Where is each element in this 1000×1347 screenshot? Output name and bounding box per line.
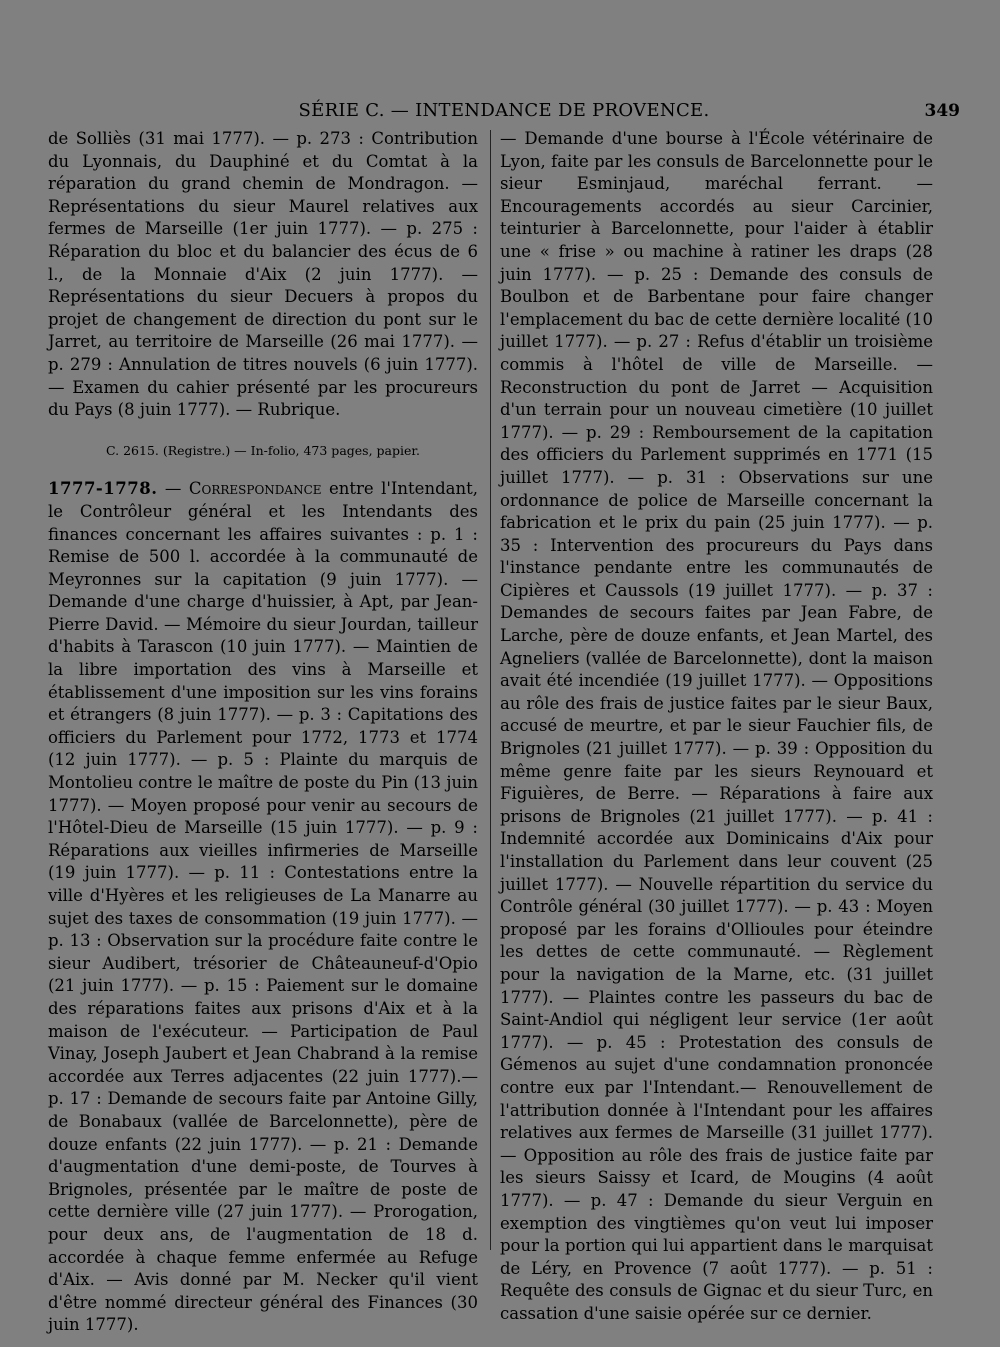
column-divider: [490, 130, 491, 1250]
entry-continuation: de Solliès (31 mai 1777). — p. 273 : Contribution du Lyonnais, du Dauphiné et du Comtat à la réparation du grand chemin de Mondragon. — Représentations du sieur Maurel relatives aux fermes de Marseille (1er juin 1777). — p. 275 : Réparation du bloc et du balancier des écus de 6 l., de la Monnaie d'Aix (2 juin 1777). — Représentations du sieur Decuers à propos du projet de changement de direction du pont sur le Jarret, au territoire de Marseille (26 mai 1777). — p. 279 : Annulation de titres nouvels (6 juin 1777). — Examen du cahier présenté par les procureurs du Pays (8 juin 1777). — Rubrique.: [48, 129, 478, 420]
entry-heading: — Correspondance: [164, 479, 322, 499]
entry-body: entre l'Intendant, le Contrôleur général et les Intendants des finances concernant les affaires suivantes : p. 1 : Remise de 500 l. accordée à la communauté de Meyronnes sur la capitation (9 juin 1777). — Demande d'une charge d'huissier, à Apt, par Jean-Pierre David. — Mémoire du sieur Jourdan, tailleur d'habits à Tarascon (10 juin 1777). — Maintien de la libre importation des vins à Marseille et établissement d'une imposition sur les vins forains et étrangers (8 juin 1777). — p. 3 : Capitations des officiers du Parlement pour 1772, 1773 et 1774 (12 juin 1777). — p. 5 : Plainte du marquis de Montolieu contre le maître de poste du Pin (13 juin 1777). — Moyen proposé pour venir au secours de l'Hôtel-Dieu de Marseille (15 juin 1777). — p. 9 : Réparations aux vieilles infirmeries de Marseille (19 juin 1777). — p. 11 : Contestations entre la ville d'Hyères et les religieuses de La Manarre au sujet des taxes de consommation (19 juin 1777). — p. 13 : Observation sur la procédure faite contre le sieur Audibert, trésorier de Châteauneuf-d'Opio (21 juin 1777). — p. 15 : Paiement sur le domaine des réparations faites aux prisons d'Aix et à la maison de l'exécuteur. — Participation de Paul Vinay, Joseph Jaubert et Jean Chabrand à la remise accordée aux Terres adjacentes (22 juin 1777).— p. 17 : Demande de secours faite par Antoine Gilly, de Bonabaux (vallée de Barcelonnette), père de douze enfants (22 juin 1777). — p. 21 : Demande d'augmentation d'une demi-poste, de Tourves à Brignoles, présentée par le maître de poste de cette dernière ville (27 juin 1777). — Prorogation, pour deux ans, de l'augmentation de 18 d. accordée à chaque femme enfermée au Refuge d'Aix. — Avis donné par M. Necker qu'il vient d'être nommé directeur général des Finances (30 juin 1777).: [48, 479, 478, 1335]
series-title: SÉRIE C. — INTENDANCE DE PROVENCE.: [298, 100, 710, 121]
right-column: [500, 128, 933, 1325]
entry-date: 1777-1778.: [48, 479, 158, 499]
page-number: 349: [924, 101, 960, 121]
entry-c2615: [48, 478, 478, 1337]
page-header: [48, 100, 960, 126]
register-note: C. 2615. (Registre.) — In-folio, 473 pages, papier.: [106, 442, 420, 458]
entry-body-continued: — Demande d'une bourse à l'École vétérinaire de Lyon, faite par les consuls de Barcelonnette pour le sieur Esminjaud, maréchal ferrant. — Encouragements accordés au sieur Carcinier, teinturier à Barcelonnette, pour l'aider à établir une « frise » ou machine à ratiner les draps (28 juin 1777). — p. 25 : Demande des consuls de Boulbon et de Barbentane pour faire changer l'emplacement du bac de cette dernière localité (10 juillet 1777). — p. 27 : Refus d'établir un troisième commis à l'hôtel de ville de Marseille. — Reconstruction du pont de Jarret — Acquisition d'un terrain pour un nouveau cimetière (10 juillet 1777). — p. 29 : Remboursement de la capitation des officiers du Parlement supprimés en 1771 (15 juillet 1777). — p. 31 : Observations sur une ordonnance de police de Marseille concernant la fabrication et le prix du pain (25 juin 1777). — p. 35 : Intervention des procureurs du Pays dans l'instance pendante entre les communautés de Cipières et Caussols (19 juillet 1777). — p. 37 : Demandes de secours faites par Jean Fabre, de Larche, père de douze enfants, et Jean Martel, des Agneliers (vallée de Barcelonnette), dont la maison avait été incendiée (19 juillet 1777). — Oppositions au rôle des frais de justice faites par le sieur Baux, accusé de meurtre, et par le sieur Fauchier fils, de Brignoles (21 juillet 1777). — p. 39 : Opposition du même genre faite par les sieurs Reynouard et Figuières, de Berre. — Réparations à faire aux prisons de Brignoles (21 juillet 1777). — p. 41 : Indemnité accordée aux Dominicains d'Aix pour l'installation du Parlement dans leur couvent (25 juillet 1777). — Nouvelle répartition du service du Contrôle général (30 juillet 1777). — p. 43 : Moyen proposé par les forains d'Ollioules pour éteindre les dettes de cette communauté. — Règlement pour la navigation de la Marne, etc. (31 juillet 1777). — Plaintes contre les passeurs du bac de Saint-Andiol qui négligent leur service (1er août 1777). — p. 45 : Protestation des consuls de Gémenos au sujet d'une condamnation prononcée contre eux par l'Intendant.— Renouvellement de l'attribution donnée à l'Intendant pour les affaires relatives aux fermes de Marseille (31 juillet 1777). — Opposition au rôle des frais de justice faite par les sieurs Saissy et Icard, de Mougins (4 août 1777). — p. 47 : Demande du sieur Verguin en exemption des vingtièmes qu'on veut lui imposer pour la portion qui lui appartient dans le marquisat de Léry, en Provence (7 août 1777). — p. 51 : Requête des consuls de Gignac et du sieur Turc, en cassation d'une saisie opérée sur ce dernier.: [500, 129, 933, 1323]
left-column: [48, 128, 478, 1337]
